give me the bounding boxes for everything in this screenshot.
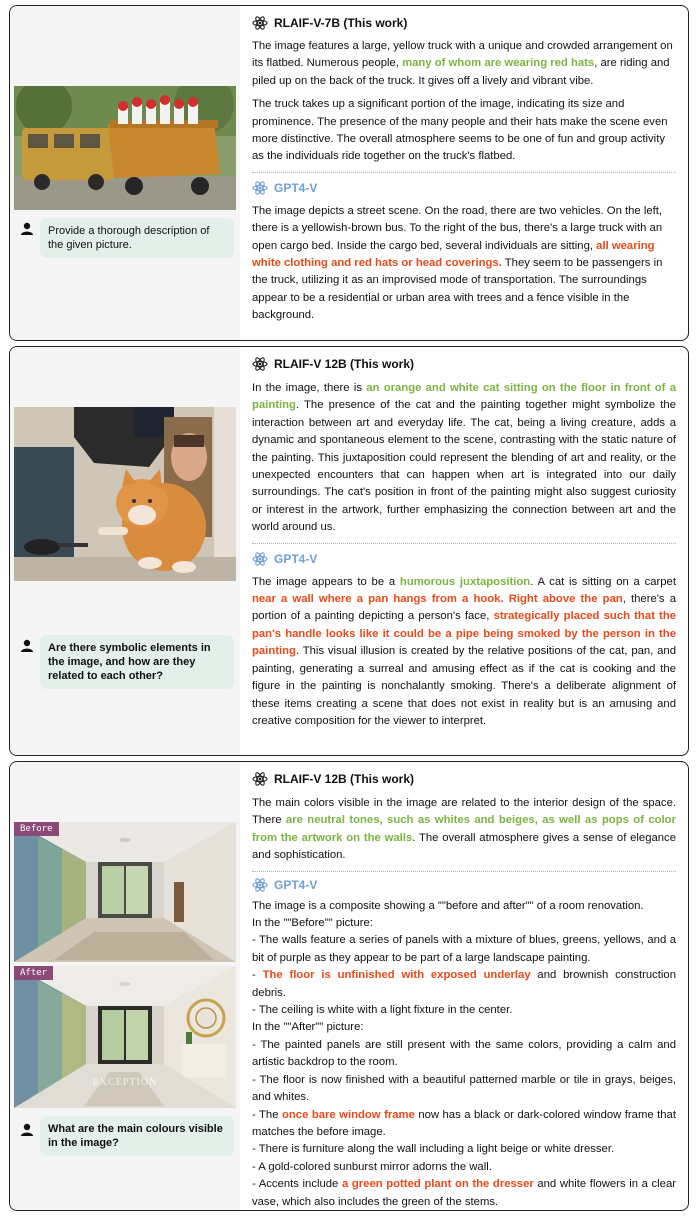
atom-icon bbox=[252, 180, 268, 196]
ours-model-label: RLAIF-V 12B (This work) bbox=[274, 357, 415, 371]
atom-icon bbox=[252, 551, 268, 567]
user-question: What are the main colours visible in the image? bbox=[40, 1116, 234, 1156]
hallucination-highlight: strategically placed such that the pan's handle looks like it could be a pipe being smoked by the person in the painting bbox=[252, 610, 676, 658]
gpt-answer bbox=[252, 203, 676, 325]
answer-text: The image appears to be a bbox=[252, 575, 400, 588]
input-column bbox=[10, 762, 240, 1210]
answer-line: - The once bare window frame now has a black or dark-colored window frame that matches the before image. bbox=[252, 1108, 676, 1138]
hallucination-highlight: once bare window frame bbox=[281, 1108, 415, 1121]
user-icon bbox=[20, 222, 34, 236]
answer-line: - The floor is now finished with a beautiful patterned marble or tile in grays, beiges, and whites. bbox=[252, 1073, 676, 1104]
answer-line: - There is furniture along the wall including a light beige or white dresser. bbox=[252, 1143, 615, 1156]
answer-text: . This visual illusion is created by the relative positions of the cat, pan, and painting, generating a surreal and amusing effect as if the cat is cooking and the figure in the painting is nonchalantly smoking. There's a deliberate alignment of these items creating a scene that does not exist in reality but is an amusing and creative composition for the viewer to interpret. bbox=[252, 645, 676, 727]
ours-answer bbox=[252, 38, 676, 166]
ours-model-header bbox=[252, 353, 676, 375]
gpt-model-label: GPT4-V bbox=[274, 551, 318, 566]
answer-text: The main colors visible in the image are related to the interior design of the space. There bbox=[252, 797, 676, 827]
answer-column bbox=[240, 762, 688, 1210]
correct-highlight: are neutral tones, such as whites and beiges, as well as pops of color from the artwork on the walls bbox=[252, 814, 676, 844]
user-question: Are there symbolic elements in the image, and how are they related to each other? bbox=[40, 635, 234, 689]
answer-line: In the ""Before"" picture: bbox=[252, 917, 373, 930]
before-tag: Before bbox=[14, 822, 59, 836]
user-icon bbox=[20, 639, 34, 653]
answer-line: - The floor is unfinished with exposed underlay and brownish construction debris. bbox=[252, 969, 676, 999]
gpt-answer bbox=[252, 898, 676, 1211]
divider bbox=[252, 871, 676, 872]
atom-icon bbox=[252, 771, 268, 787]
answer-line: - A gold-colored sunburst mirror adorns the wall. bbox=[252, 1160, 492, 1173]
before-room-image bbox=[14, 822, 236, 962]
correct-highlight: many of whom are wearing red hats bbox=[402, 57, 595, 70]
gpt-answer bbox=[252, 574, 676, 731]
correct-highlight: an orange and white cat sitting on the floor in front of a painting bbox=[252, 382, 676, 412]
answer-line: - Accents include a green potted plant on the dresser and white flowers in a clear vase, which also includes the green of the stems. bbox=[252, 1178, 676, 1208]
answer-line: - The painted panels are still present with the same colors, providing a calm and artistic backdrop to the room. bbox=[252, 1038, 676, 1069]
answer-text: , are riding and piled up on the back of the truck. It gives off a lively and vibrant vibe. bbox=[252, 57, 670, 87]
hallucination-highlight: The floor is unfinished with exposed underlay bbox=[262, 969, 531, 982]
ours-model-header bbox=[252, 768, 676, 790]
example-panel-cat bbox=[9, 346, 689, 756]
gpt-model-label: GPT4-V bbox=[274, 877, 318, 892]
answer-line: In the ""After"" picture: bbox=[252, 1021, 364, 1034]
correct-highlight: humorous juxtaposition bbox=[399, 575, 531, 588]
atom-icon bbox=[252, 15, 268, 31]
input-column bbox=[10, 347, 240, 755]
user-question: Provide a thorough description of the given picture. bbox=[40, 218, 234, 258]
atom-icon bbox=[252, 877, 268, 893]
answer-column bbox=[240, 6, 688, 340]
answer-text: . The presence of the cat and the painting together might symbolize the interaction between art and everyday life. The cat, being a living creature, adds a dynamic and spontaneous element to the scene, contrasting with the static nature of the painting. This juxtaposition could represent the blending of art and reality, or the unexpected encounters that can happen when art is integrated into our daily surroundings. The cat's position in front of the painting might also suggest curiosity or interest in the artwork, further emphasizing the connection between art and the world around us. bbox=[252, 399, 676, 534]
answer-text: . The overall atmosphere gives a sense of elegance and sophistication. bbox=[252, 831, 676, 862]
example-panel-truck bbox=[9, 5, 689, 341]
answer-line: - The ceiling is white with a light fixture in the center. bbox=[252, 1004, 513, 1017]
gpt-model-header bbox=[252, 874, 676, 896]
cat-painting-image bbox=[14, 407, 236, 581]
hallucination-highlight: near a wall where a pan hangs from a hook. Right above the pan bbox=[252, 593, 623, 606]
ours-model-label: RLAIF-V-7B (This work) bbox=[274, 16, 408, 30]
atom-icon bbox=[252, 356, 268, 372]
gpt-model-label: GPT4-V bbox=[274, 180, 318, 195]
watermark-text: EXCEPTION bbox=[92, 1077, 158, 1088]
answer-text: They seem to be passengers in the truck, utilizing it as an improvised mode of transportation. The surroundings appear to be a residential or urban area with trees and a fence visible in the background. bbox=[252, 257, 663, 322]
divider bbox=[252, 172, 676, 173]
answer-line: The image is a composite showing a ""before and after"" of a room renovation. bbox=[252, 899, 644, 912]
after-tag: After bbox=[14, 966, 53, 980]
ours-model-label: RLAIF-V 12B (This work) bbox=[274, 772, 415, 786]
answer-column bbox=[240, 347, 688, 755]
divider bbox=[252, 543, 676, 544]
answer-text: , there's a portion of a painting depicting a person's face, bbox=[252, 593, 676, 623]
gpt-model-header bbox=[252, 548, 676, 570]
user-icon bbox=[20, 1123, 34, 1137]
ours-answer bbox=[252, 795, 676, 865]
gpt-model-header bbox=[252, 177, 676, 199]
hallucination-highlight: all wearing white clothing and red hats or head coverings. bbox=[252, 239, 655, 270]
answer-text: The truck takes up a significant portion of the image, indicating its size and prominence. The presence of the many people and their hats make the scene even more distinctive. The overall atmosphere seems to be one of fun and group activity as the individuals ride together on the truck's flatbed. bbox=[252, 98, 668, 163]
answer-text: . A cat is sitting on a carpet bbox=[530, 575, 676, 588]
ours-answer bbox=[252, 380, 676, 537]
answer-text: In the image, there is bbox=[252, 382, 367, 394]
truck-image bbox=[14, 86, 236, 210]
answer-text: The image features a large, yellow truck with a unique and crowded arrangement on its flatbed. Numerous people, bbox=[252, 40, 673, 70]
after-room-image bbox=[14, 966, 236, 1108]
input-column bbox=[10, 6, 240, 340]
ours-model-header bbox=[252, 12, 676, 34]
hallucination-highlight: a green potted plant on the dresser bbox=[341, 1178, 534, 1191]
example-panel-room bbox=[9, 761, 689, 1211]
answer-text: The image depicts a street scene. On the road, there are two vehicles. On the left, there is a yellowish-brown bus. To the right of the bus, there's a large truck with an open cargo bed. Inside the cargo bed, several individuals are sitting, bbox=[252, 204, 663, 252]
answer-line: - The walls feature a series of panels with a mixture of blues, greens, yellows, and a bit of purple as they appear to be part of a large landscape painting. bbox=[252, 934, 676, 964]
